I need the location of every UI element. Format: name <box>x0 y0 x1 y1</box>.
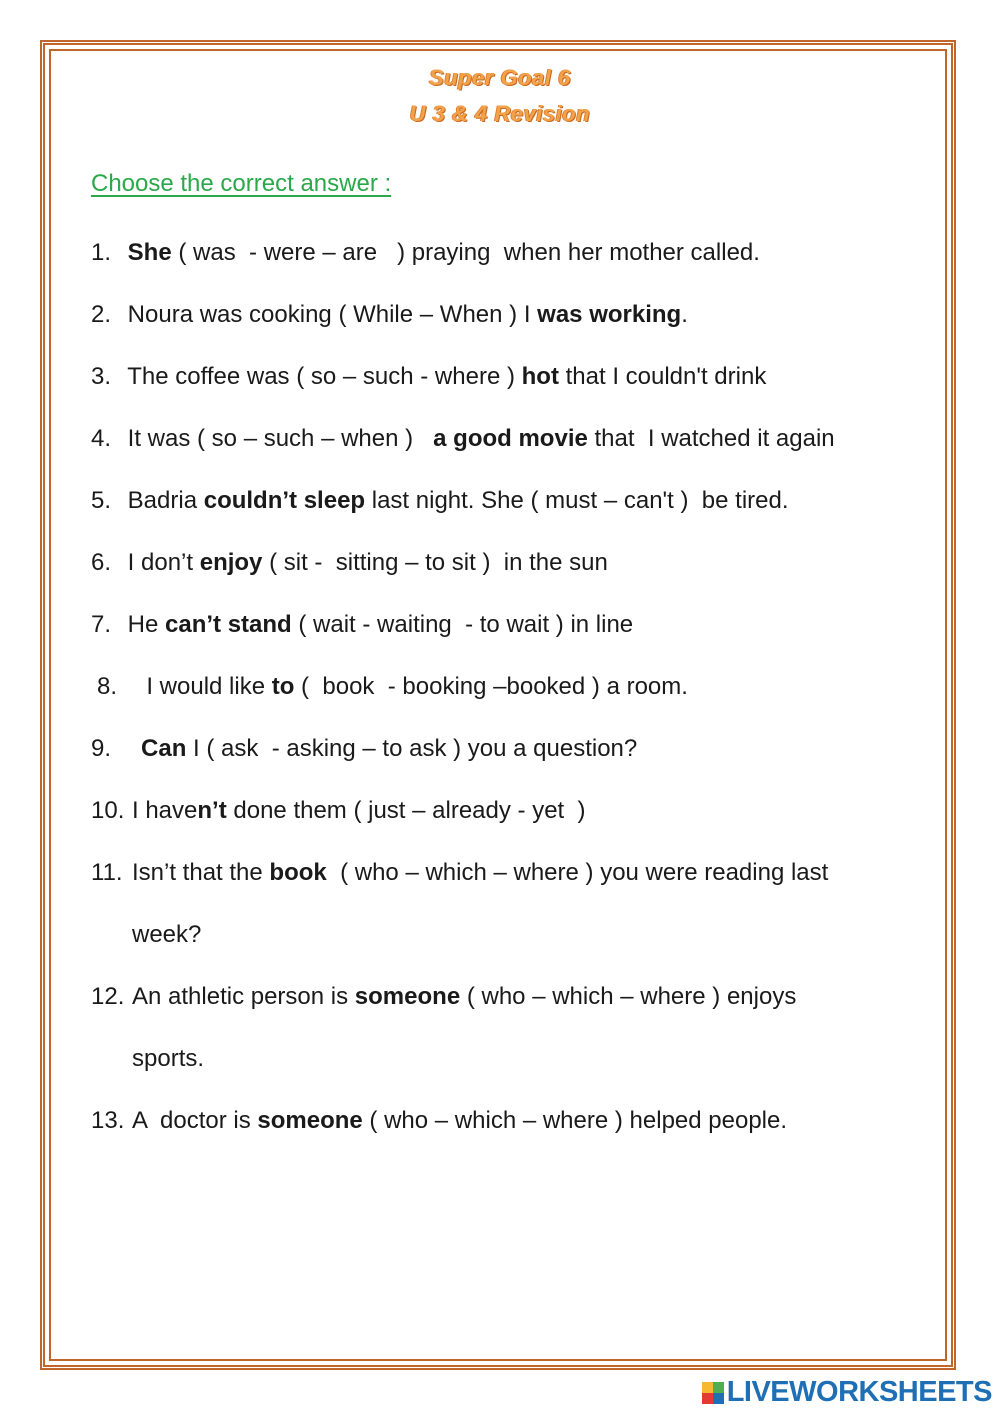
question-item <box>91 284 941 346</box>
question-text-continued: sports. <box>132 1045 205 1072</box>
question-segment: ( was - were – are ) praying when her mother called. <box>171 239 760 266</box>
question-segment: I have <box>132 797 198 824</box>
question-text-continued: week? <box>132 921 202 948</box>
question-number: 1. <box>91 239 112 266</box>
question-segment: done them ( just – already - yet ) <box>226 797 586 824</box>
question-item <box>91 1090 941 1152</box>
question-number: 4. <box>91 425 112 452</box>
question-segment: I would like <box>133 673 272 700</box>
question-item <box>91 222 941 284</box>
logo-mark-square <box>702 1382 713 1393</box>
question-number: 3. <box>91 363 112 390</box>
question-segment <box>121 239 128 266</box>
question-text <box>121 222 760 284</box>
question-item <box>91 718 941 780</box>
question-segment: It was ( so – such – when ) <box>121 425 434 452</box>
question-segment: An athletic person is <box>132 983 355 1010</box>
question-segment: Noura was cooking ( While – When ) I <box>121 301 538 328</box>
question-text <box>121 718 637 780</box>
question-item <box>91 408 941 470</box>
question-text <box>132 1090 787 1152</box>
question-text <box>132 780 586 842</box>
question-number: 9. <box>91 735 112 762</box>
instruction-text: Choose the correct answer : <box>91 170 392 197</box>
question-number: 11. <box>91 859 123 886</box>
question-keyword: was working <box>537 301 682 328</box>
question-text <box>121 346 766 408</box>
question-number: 2. <box>91 301 112 328</box>
question-segment: I don’t <box>121 549 200 576</box>
question-keyword: to <box>271 673 295 700</box>
question-keyword: someone <box>257 1107 363 1134</box>
question-text <box>121 284 688 346</box>
title-line-2: U 3 & 4 Revision <box>409 101 591 126</box>
question-keyword: n’t <box>197 797 227 824</box>
question-item <box>91 780 941 842</box>
question-keyword: someone <box>354 983 461 1010</box>
question-segment: ( wait - waiting - to wait ) in line <box>291 611 634 638</box>
continuation-indent <box>91 1028 132 1090</box>
question-segment: A doctor is <box>132 1107 258 1134</box>
logo-mark-square <box>713 1382 724 1393</box>
title-line-1: Super Goal 6 <box>429 65 571 90</box>
question-item <box>91 470 941 532</box>
question-segment: Badria <box>121 487 204 514</box>
question-item <box>91 594 941 656</box>
question-number: 6. <box>91 549 112 576</box>
liveworksheets-logo-text: LIVEWORKSHEETS <box>726 1376 992 1408</box>
continuation-indent <box>91 904 132 966</box>
question-number: 10. <box>91 797 125 824</box>
question-number: 5. <box>91 487 112 514</box>
question-item <box>91 966 941 1028</box>
question-keyword: enjoy <box>199 549 263 576</box>
question-number: 7. <box>91 611 112 638</box>
question-segment: He <box>121 611 166 638</box>
question-text <box>121 532 608 594</box>
question-text <box>121 594 633 656</box>
question-text <box>132 966 796 1028</box>
question-segment <box>121 735 141 762</box>
logo-mark-square <box>702 1393 713 1404</box>
question-segment: The coffee was ( so – such - where ) <box>121 363 522 390</box>
question-keyword: couldn’t sleep <box>203 487 366 514</box>
title-block <box>0 60 1000 132</box>
question-keyword: can’t stand <box>165 611 292 638</box>
question-text <box>121 470 789 532</box>
question-text <box>132 842 828 904</box>
question-item <box>91 842 941 904</box>
liveworksheets-logo <box>702 1376 992 1409</box>
question-text <box>121 408 835 470</box>
question-segment: ( who – which – where ) you were reading last <box>326 859 829 886</box>
question-keyword: book <box>269 859 327 886</box>
question-continuation <box>91 904 941 966</box>
question-continuation <box>91 1028 941 1090</box>
liveworksheets-logo-icon <box>702 1382 724 1404</box>
question-number: 12. <box>91 983 125 1010</box>
question-item <box>91 346 941 408</box>
question-segment: Isn’t that the <box>132 859 270 886</box>
logo-mark-square <box>713 1393 724 1404</box>
question-item <box>91 532 941 594</box>
question-keyword: She <box>127 239 172 266</box>
question-number: 8. <box>97 673 118 700</box>
question-keyword: a good movie <box>433 425 588 452</box>
question-segment: that I couldn't drink <box>558 363 767 390</box>
question-list <box>91 222 941 1152</box>
question-number: 13. <box>91 1107 125 1134</box>
question-segment: I ( ask - asking – to ask ) you a question? <box>186 735 638 762</box>
question-segment: ( book - booking –booked ) a room. <box>294 673 688 700</box>
question-segment: that I watched it again <box>587 425 835 452</box>
question-text <box>133 656 688 718</box>
question-keyword: Can <box>141 735 187 762</box>
question-segment: last night. She ( must – can't ) be tired. <box>365 487 789 514</box>
question-segment: ( who – which – where ) enjoys <box>460 983 797 1010</box>
question-item <box>91 656 941 718</box>
question-segment: ( who – which – where ) helped people. <box>362 1107 788 1134</box>
question-segment: ( sit - sitting – to sit ) in the sun <box>262 549 608 576</box>
question-keyword: hot <box>521 363 559 390</box>
question-segment: . <box>681 301 688 328</box>
